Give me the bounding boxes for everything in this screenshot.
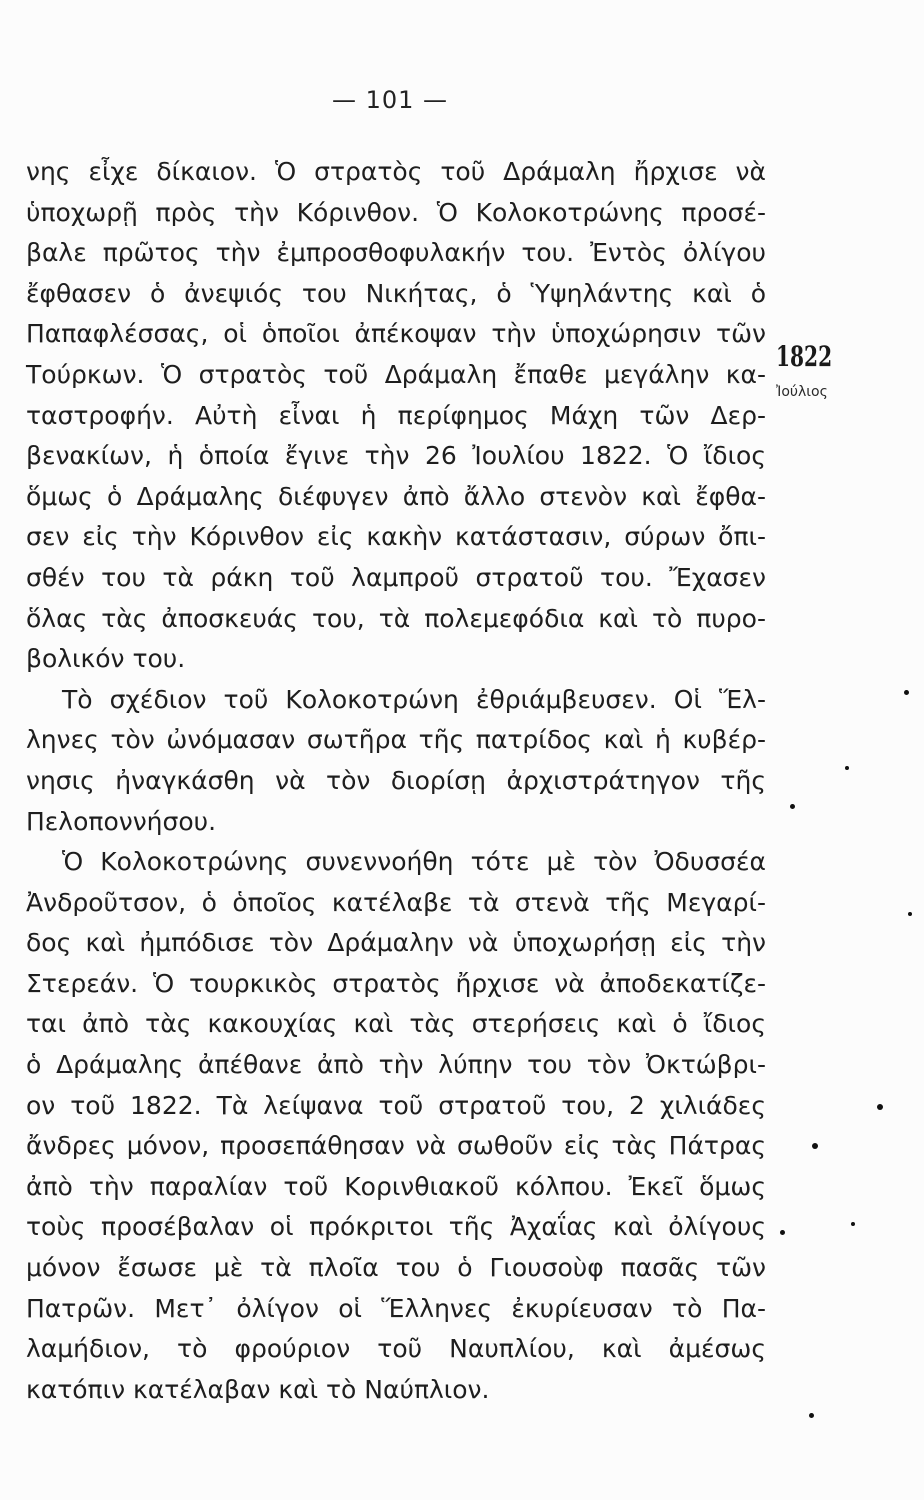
text-line: ὑποχωρῇ πρὸς τὴν Κόρινθον. Ὁ Κολοκοτρώνης προσέ- [26, 197, 766, 227]
scan-speck [809, 1413, 814, 1418]
text-line: τοὺς προσέβαλαν οἱ πρόκριτοι τῆς Ἀχαΐας καὶ ὀλίγους [26, 1212, 766, 1242]
scan-speck [877, 1104, 883, 1110]
text-line: Ὁ Κολοκοτρώνης συνεννοήθη τότε μὲ τὸν Ὀδυσσέα [62, 847, 766, 877]
text-line: δος καὶ ἠμπόδισε τὸν Δράμαλην νὰ ὑποχωρήσῃ εἰς τὴν [26, 928, 766, 958]
text-line: νης εἶχε δίκαιον. Ὁ στρατὸς τοῦ Δράμαλη ἤρχισε νὰ [26, 157, 766, 186]
text-line: Ἀνδροῦτσον, ὁ ὁποῖος κατέλαβε τὰ στενὰ τῆς Μεγαρί- [26, 887, 766, 917]
text-line: ὅμως ὁ Δράμαλης διέφυγεν ἀπὸ ἄλλο στενὸν καὶ ἔφθα- [26, 481, 766, 511]
body-text [26, 152, 766, 1410]
margin-note-year: 1822 [776, 340, 833, 373]
scan-speck [845, 766, 849, 770]
scan-speck [904, 690, 909, 695]
text-line: ληνες τὸν ὠνόμασαν σωτῆρα τῆς πατρίδος καὶ ἡ κυβέρ- [26, 725, 766, 755]
text-line: ὅλας τὰς ἀποσκευάς του, τὰ πολεμεφόδια καὶ τὸ πυρο- [26, 603, 766, 633]
text-line: σθέν του τὰ ράκη τοῦ λαμπροῦ στρατοῦ του. Ἔχασεν [26, 562, 766, 592]
margin-note-month: Ἰούλιος [776, 384, 828, 400]
text-line: βενακίων, ἡ ὁποία ἔγινε τὴν 26 Ἰουλίου 1822. Ὁ ἴδιος [26, 441, 766, 471]
scan-speck [851, 1222, 855, 1226]
text-line: ἄνδρες μόνον, προσεπάθησαν νὰ σωθοῦν εἰς τὰς Πάτρας [26, 1131, 766, 1161]
scan-speck [908, 912, 912, 916]
text-line: ὁ Δράμαλης ἀπέθανε ἀπὸ τὴν λύπην του τὸν Ὀκτώβρι- [26, 1050, 766, 1080]
text-line: ἔφθασεν ὁ ἀνεψιός του Νικήτας, ὁ Ὑψηλάντης καὶ ὁ [26, 278, 766, 308]
text-line: Πατρῶν. Μετ᾽ ὀλίγον οἱ Ἕλληνες ἐκυρίευσαν τὸ Πα- [26, 1293, 766, 1323]
scan-speck [780, 1230, 785, 1235]
text-line: μόνον ἔσωσε μὲ τὰ πλοῖα του ὁ Γιουσοὺφ πασᾶς τῶν [26, 1253, 766, 1283]
text-line: ταστροφήν. Αὐτὴ εἶναι ἡ περίφημος Μάχη τῶν Δερ- [26, 400, 766, 430]
text-line: σεν εἰς τὴν Κόρινθον εἰς κακὴν κατάστασιν, σύρων ὄπι- [26, 522, 766, 552]
text-line: ον τοῦ 1822. Τὰ λείψανα τοῦ στρατοῦ του, 2 χιλιάδες [26, 1090, 766, 1120]
scan-speck [812, 1143, 818, 1149]
text-line: ἀπὸ τὴν παραλίαν τοῦ Κορινθιακοῦ κόλπου. Ἐκεῖ ὅμως [26, 1171, 766, 1201]
text-line: βολικόν του. [26, 644, 186, 674]
text-line: Παπαφλέσσας, οἱ ὁποῖοι ἀπέκοψαν τὴν ὑποχώρησιν τῶν [26, 319, 766, 349]
text-line: λαμήδιον, τὸ φρούριον τοῦ Ναυπλίου, καὶ ἀμέσως [26, 1334, 766, 1364]
text-line: Τὸ σχέδιον τοῦ Κολοκοτρώνη ἐθριάμβευσεν. Οἱ Ἕλ- [62, 684, 766, 714]
text-line: κατόπιν κατέλαβαν καὶ τὸ Ναύπλιον. [26, 1374, 490, 1404]
text-line: ται ἀπὸ τὰς κακουχίας καὶ τὰς στερήσεις καὶ ὁ ἴδιος [26, 1009, 766, 1039]
text-line: Στερεάν. Ὁ τουρκικὸς στρατὸς ἤρχισε νὰ ἀποδεκατίζε- [26, 968, 766, 998]
scan-speck [790, 804, 795, 809]
text-line: Τούρκων. Ὁ στρατὸς τοῦ Δράμαλη ἔπαθε μεγάλην κα- [26, 359, 766, 389]
text-line: Πελοποννήσου. [26, 806, 217, 836]
text-line: νησις ἠναγκάσθη νὰ τὸν διορίσῃ ἀρχιστράτηγον τῆς [26, 765, 766, 795]
text-line: βαλε πρῶτος τὴν ἐμπροσθοφυλακήν του. Ἐντὸς ὀλίγου [26, 238, 766, 268]
page-number: — 101 — [331, 86, 449, 114]
